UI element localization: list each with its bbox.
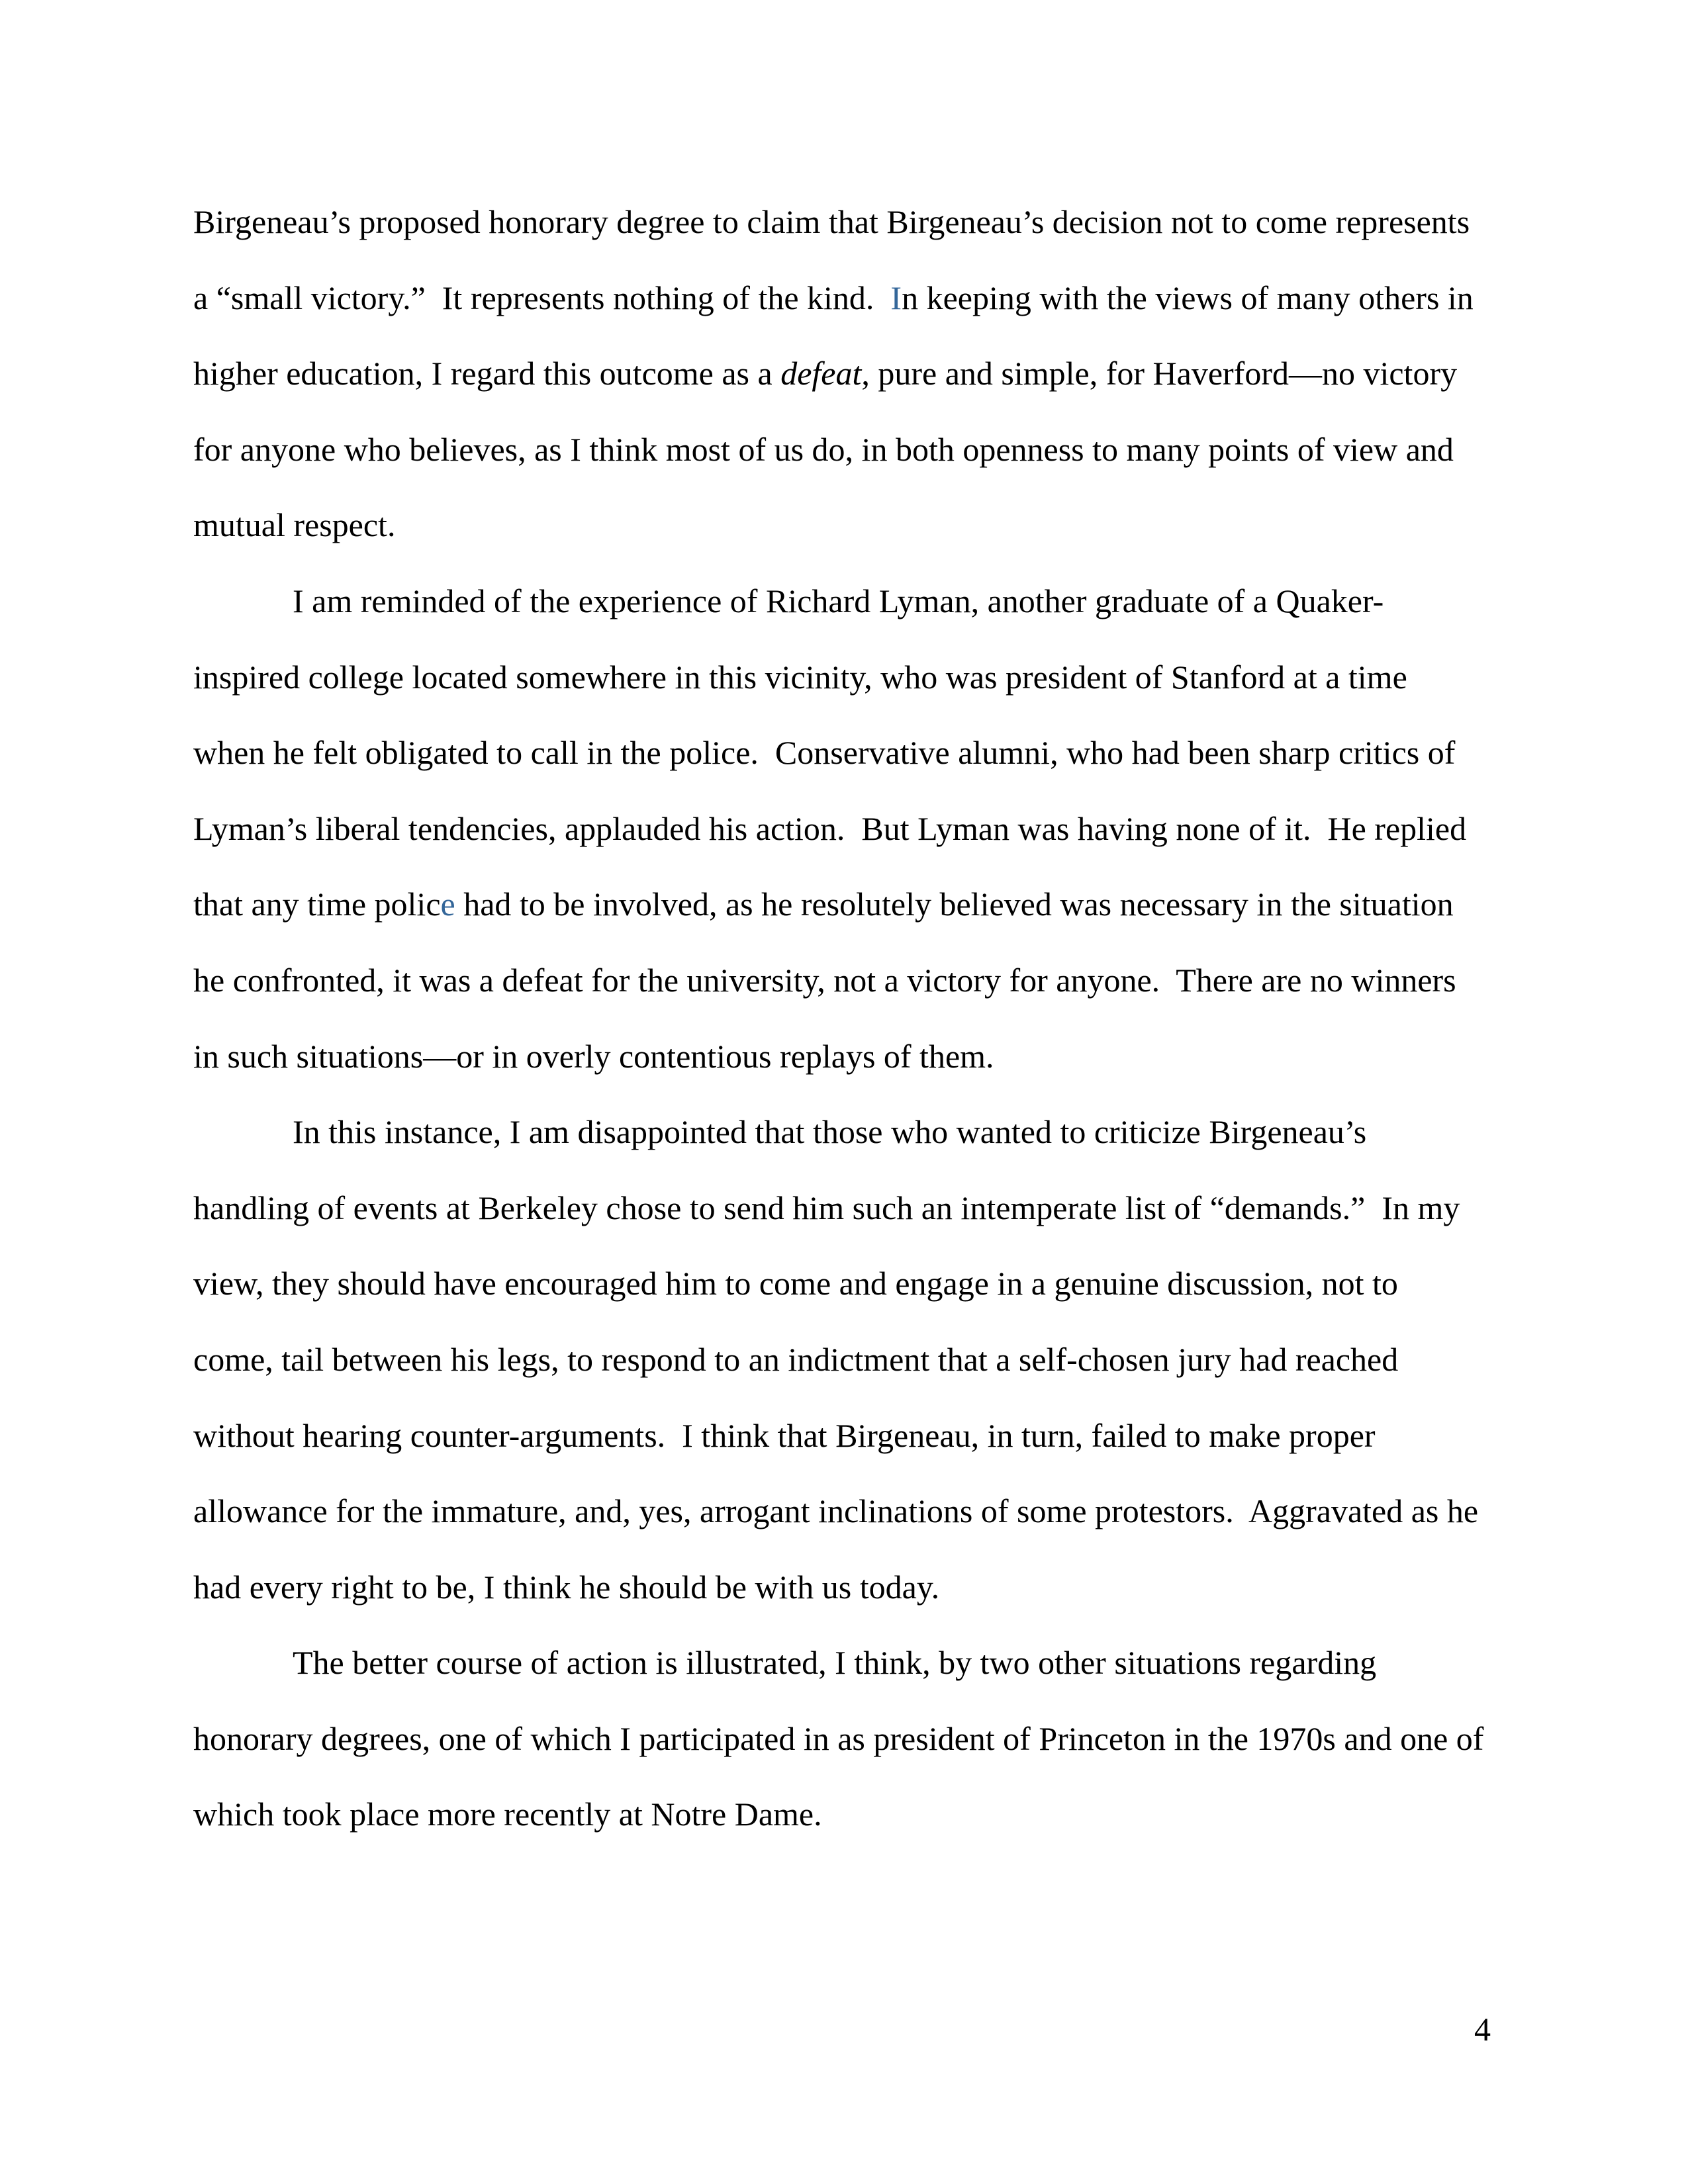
document-body [193, 184, 1491, 1852]
text-line [193, 184, 1491, 260]
text-segment: n keeping with the views of many others in [902, 279, 1474, 316]
text-segment: handling of events at Berkeley chose to send him such an intemperate list of “demands.” In my [193, 1189, 1460, 1226]
page-number: 4 [1474, 2011, 1491, 2048]
text-segment: Birgeneau’s proposed honorary degree to claim that Birgeneau’s decision not to come represents [193, 203, 1470, 240]
text-segment: a “small victory.” It represents nothing of the kind. [193, 279, 891, 316]
text-segment: without hearing counter-arguments. I think that Birgeneau, in turn, failed to make proper [193, 1416, 1376, 1454]
text-segment: In this instance, I am disappointed that those who wanted to criticize Birgeneau’s [293, 1113, 1367, 1151]
text-segment: honorary degrees, one of which I participated in as president of Princeton in the 1970s and one of [193, 1719, 1484, 1757]
text-segment: The better course of action is illustrated, I think, by two other situations regarding [293, 1644, 1377, 1682]
text-segment: I am reminded of the experience of Richard Lyman, another graduate of a Quaker- [293, 582, 1384, 619]
text-line [193, 1473, 1491, 1549]
text-segment: allowance for the immature, and, yes, arrogant inclinations of some protestors. Aggravated as he [193, 1492, 1479, 1530]
text-segment: for anyone who believes, as I think most of us do, in both openness to many points of view and [193, 430, 1454, 468]
text-segment: that any time polic [193, 886, 441, 923]
text-segment: he confronted, it was a defeat for the university, not a victory for anyone. There are no winners [193, 961, 1456, 999]
text-line [193, 1019, 1491, 1095]
text-line [193, 336, 1491, 412]
paragraph [193, 563, 1491, 1094]
text-segment: inspired college located somewhere in this vicinity, who was president of Stanford at a time [193, 658, 1407, 696]
text-line [193, 260, 1491, 336]
paragraph [193, 184, 1491, 563]
text-line [193, 1398, 1491, 1474]
italic-text-segment: defeat [780, 355, 862, 392]
text-segment: had every right to be, I think he should be with us today. [193, 1568, 940, 1606]
text-line [193, 1625, 1491, 1701]
text-line [193, 715, 1491, 791]
text-line [193, 639, 1491, 715]
text-line [193, 487, 1491, 563]
text-segment: , pure and simple, for Haverford—no victory [861, 355, 1458, 392]
text-line [193, 1776, 1491, 1852]
text-segment: come, tail between his legs, to respond to an indictment that a self-chosen jury had reached [193, 1340, 1399, 1378]
text-line [193, 1246, 1491, 1322]
text-line [193, 1322, 1491, 1398]
text-segment: Lyman’s liberal tendencies, applauded his action. But Lyman was having none of it. He replied [193, 809, 1467, 847]
text-segment: mutual respect. [193, 506, 396, 544]
text-line [193, 1094, 1491, 1170]
text-line [193, 866, 1491, 942]
text-segment: had to be involved, as he resolutely believed was necessary in the situation [455, 886, 1454, 923]
paragraph [193, 1094, 1491, 1625]
text-segment: view, they should have encouraged him to come and engage in a genuine discussion, not to [193, 1265, 1398, 1302]
text-segment: which took place more recently at Notre Dame. [193, 1796, 822, 1833]
paragraph [193, 1625, 1491, 1852]
accent-character: e [440, 886, 455, 923]
text-line [193, 563, 1491, 639]
text-line [193, 1701, 1491, 1777]
accent-character: I [890, 279, 902, 316]
text-line [193, 942, 1491, 1019]
text-segment: when he felt obligated to call in the police. Conservative alumni, who had been sharp critics of [193, 734, 1456, 772]
text-line [193, 1549, 1491, 1625]
text-segment: in such situations—or in overly contentious replays of them. [193, 1037, 994, 1075]
text-line [193, 412, 1491, 488]
text-segment: higher education, I regard this outcome as a [193, 355, 781, 392]
text-line [193, 1170, 1491, 1246]
text-line [193, 791, 1491, 867]
